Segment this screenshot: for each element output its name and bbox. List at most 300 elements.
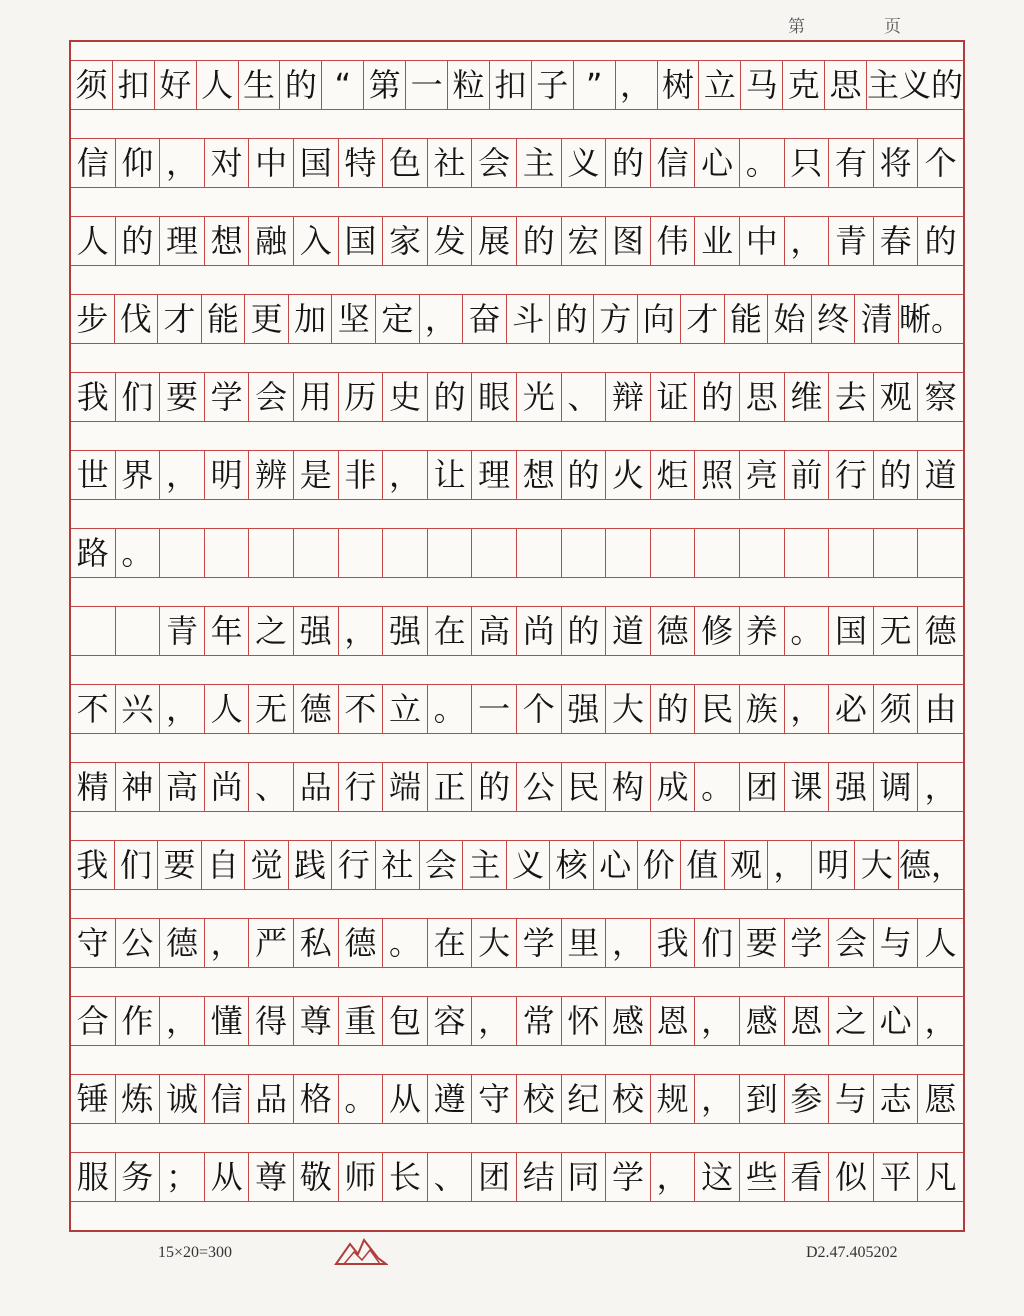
grid-cell: 年 [205,607,250,655]
grid-cell: 中 [249,139,294,187]
grid-cell: 向 [638,295,682,343]
grid-cell: ， [785,217,830,265]
grid-cell: 晰。 [898,300,963,338]
grid-cell [472,529,517,577]
grid-cell: 的 [606,139,651,187]
grid-cell: 尚 [205,763,250,811]
grid-cell: 的 [651,685,696,733]
grid-cell: 的 [562,451,607,499]
grid-cell: 与 [829,1075,874,1123]
grid-cell: 之 [249,607,294,655]
grid-cell: 成 [651,763,696,811]
grid-cell: 务 [116,1153,161,1201]
grid-cell: 社 [428,139,473,187]
grid-cell [874,529,919,577]
grid-cell: 尊 [294,997,339,1045]
grid-cell [918,529,963,577]
grid-cell: 人 [205,685,250,733]
grid-cell: 能 [202,295,246,343]
grid-cell: 步 [71,295,115,343]
grid-cell: 纪 [562,1075,607,1123]
grid-cell: 伐 [115,295,159,343]
text-line [71,138,963,188]
grid-cell: 前 [785,451,830,499]
grid-cell: 的 [874,451,919,499]
grid-cell: 在 [428,919,473,967]
grid-cell: 观 [874,373,919,421]
grid-cell: 克 [783,61,825,109]
grid-cell: 图 [606,217,651,265]
grid-cell: 更 [245,295,289,343]
grid-cell [160,529,205,577]
text-line [71,1074,963,1124]
grid-cell: 品 [249,1075,294,1123]
grid-cell: 火 [606,451,651,499]
grid-cell: 学 [517,919,562,967]
grid-cell: 子 [532,61,574,109]
grid-cell: 界 [116,451,161,499]
grid-cell: 仰 [116,139,161,187]
grid-cell: 想 [517,451,562,499]
grid-cell [606,529,651,577]
grid-cell: 眼 [472,373,517,421]
grid-cell: 格 [294,1075,339,1123]
grid-cell: 必 [829,685,874,733]
text-line [71,684,963,734]
grid-cell: 高 [472,607,517,655]
grid-cell: 德， [898,846,963,884]
grid-cell: 之 [829,997,874,1045]
grid-cell: 人 [71,217,116,265]
grid-cell: 伟 [651,217,696,265]
grid-cell: 生 [239,61,281,109]
grid-cell: 立 [699,61,741,109]
grid-paper-sheet [69,40,965,1232]
text-line [71,606,963,656]
grid-cell: 德 [924,612,957,650]
grid-cell: 包 [383,997,428,1045]
text-line [71,528,963,578]
grid-cell: 思 [825,61,867,109]
grid-cell: 立 [383,685,428,733]
grid-cell: 似 [829,1153,874,1201]
grid-cell: 公 [116,919,161,967]
grid-cell: 始 [768,295,812,343]
grid-cell: 诚 [160,1075,205,1123]
text-line [71,60,963,110]
grid-cell: 。 [695,763,740,811]
grid-cell: 无 [249,685,294,733]
grid-cell: 尚 [517,607,562,655]
grid-cell: 要 [160,373,205,421]
grid-cell: 我 [71,841,115,889]
grid-cell: 不 [339,685,384,733]
grid-cell: 春 [874,217,919,265]
grid-cell: 志 [874,1075,919,1123]
grid-cell: 会 [472,139,517,187]
grid-cell: 主义的 [866,66,963,104]
page-footer [0,1236,1024,1286]
grid-cell: 斗 [507,295,551,343]
grid-cell: 人 [924,924,957,962]
grid-cell: 结 [517,1153,562,1201]
grid-cell: 是 [294,451,339,499]
grid-cell: ， [339,607,384,655]
grid-cell: ， [472,997,517,1045]
grid-cell: 信 [651,139,696,187]
grid-cell: 平 [874,1153,919,1201]
grid-cell: ， [616,61,658,109]
grid-cell [651,529,696,577]
grid-cell: 观 [725,841,769,889]
grid-cell: 理 [472,451,517,499]
grid-cell: 要 [158,841,202,889]
grid-cell: 明 [812,841,856,889]
grid-cell: 炼 [116,1075,161,1123]
grid-cell: 国 [829,607,874,655]
grid-cell: ， [606,919,651,967]
text-line [71,996,963,1046]
grid-cell: 师 [339,1153,384,1201]
grid-cell: 用 [294,373,339,421]
grid-cell: 第 [364,61,406,109]
grid-cell: 自 [202,841,246,889]
grid-cell: 心 [594,841,638,889]
grid-cell: 、 [562,373,607,421]
grid-cell [695,529,740,577]
grid-cell: 宏 [562,217,607,265]
page-number-label-di: 第 [788,17,805,37]
grid-cell: ， [160,685,205,733]
grid-cell: 凡 [924,1158,957,1196]
grid-cell: 光 [517,373,562,421]
grid-cell: 看 [785,1153,830,1201]
grid-cell: ， [768,841,812,889]
grid-cell: 大 [472,919,517,967]
grid-cell: 强 [294,607,339,655]
grid-cell: ， [695,997,740,1045]
grid-cell: 融 [249,217,294,265]
grid-cell: 方 [594,295,638,343]
grid-cell: 去 [829,373,874,421]
grid-cell: 道 [924,456,957,494]
grid-cell: 团 [740,763,785,811]
grid-cell: 察 [924,378,957,416]
grid-cell [205,529,250,577]
grid-cell: 修 [695,607,740,655]
grid-cell [71,607,116,655]
grid-cell: 色 [383,139,428,187]
grid-cell: 扣 [490,61,532,109]
grid-cell [517,529,562,577]
grid-cell: 、 [249,763,294,811]
grid-cell: 世 [71,451,116,499]
grid-cell: 。 [339,1075,384,1123]
grid-cell: ” [574,61,616,109]
grid-cell: 养 [740,607,785,655]
grid-cell: 须 [874,685,919,733]
grid-cell: 从 [205,1153,250,1201]
grid-cell: 一 [472,685,517,733]
grid-cell: 的 [280,61,322,109]
grid-cell: 神 [116,763,161,811]
grid-cell: ， [420,295,464,343]
grid-cell: 无 [874,607,919,655]
grid-cell: 端 [383,763,428,811]
grid-cell: 觉 [245,841,289,889]
grid-cell: 须 [71,61,113,109]
grid-cell: 德 [651,607,696,655]
grid-cell: 学 [606,1153,651,1201]
grid-cell: 严 [249,919,294,967]
grid-cell: 一 [406,61,448,109]
text-line [71,840,963,890]
grid-cell: 遵 [428,1075,473,1123]
grid-cell [383,529,428,577]
grid-cell [562,529,607,577]
grid-cell: 的 [517,217,562,265]
grid-cell: 的 [116,217,161,265]
grid-cell: 能 [725,295,769,343]
grid-cell: 将 [874,139,919,187]
grid-cell: 思 [740,373,785,421]
grid-cell: 构 [606,763,651,811]
grid-cell: 马 [741,61,783,109]
grid-cell: 校 [517,1075,562,1123]
grid-cell: 德 [339,919,384,967]
grid-cell: 主 [517,139,562,187]
grid-cell: 感 [740,997,785,1045]
grid-cell: 个 [517,685,562,733]
grid-cell: 行 [332,841,376,889]
grid-cell: 人 [197,61,239,109]
grid-cell: 私 [294,919,339,967]
page-header [0,8,1024,38]
grid-cell: 学 [205,373,250,421]
grid-cell: 在 [428,607,473,655]
grid-cell: 义 [562,139,607,187]
grid-cell: 容 [428,997,473,1045]
grid-cell: 信 [71,139,116,187]
grid-cell: 只 [785,139,830,187]
grid-cell: 历 [339,373,384,421]
mountain-logo-icon [334,1236,388,1266]
grid-cell [249,529,294,577]
grid-cell: 主 [463,841,507,889]
grid-cell: 青 [160,607,205,655]
grid-cell [294,529,339,577]
grid-cell: 些 [740,1153,785,1201]
grid-cell: 兴 [116,685,161,733]
grid-cell: 不 [71,685,116,733]
grid-cell: 守 [71,919,116,967]
grid-cell: 粒 [448,61,490,109]
grid-cell: 我 [651,919,696,967]
grid-cell: ， [383,451,428,499]
grid-cell: 课 [785,763,830,811]
grid-cell: 发 [428,217,473,265]
grid-cell: 才 [681,295,725,343]
grid-cell: 的 [428,373,473,421]
grid-cell: 族 [740,685,785,733]
grid-cell: 坚 [332,295,376,343]
text-line [71,762,963,812]
grid-cell: 个 [924,144,957,182]
grid-cell: ， [160,997,205,1045]
grid-cell: 参 [785,1075,830,1123]
grid-cell: 青 [829,217,874,265]
grid-cell: 定 [376,295,420,343]
grid-cell: 合 [71,997,116,1045]
grid-cell: 才 [158,295,202,343]
grid-cell: 们 [695,919,740,967]
grid-cell: 会 [829,919,874,967]
grid-cell: “ [322,61,364,109]
grid-cell: 民 [562,763,607,811]
grid-cell: 明 [205,451,250,499]
grid-cell: 德 [294,685,339,733]
grid-cell [428,529,473,577]
grid-cell: 入 [294,217,339,265]
grid-cell: 强 [383,607,428,655]
grid-cell: 民 [695,685,740,733]
grid-cell: 感 [606,997,651,1045]
grid-cell: 怀 [562,997,607,1045]
grid-cell: 扣 [113,61,155,109]
grid-cell: 辨 [249,451,294,499]
grid-cell: 的 [562,607,607,655]
grid-cell [116,607,161,655]
grid-cell: 从 [383,1075,428,1123]
grid-cell: 们 [116,373,161,421]
grid-cell: 大 [855,841,899,889]
grid-cell: 。 [740,139,785,187]
grid-cell: 国 [339,217,384,265]
grid-cell: 社 [376,841,420,889]
grid-cell: 路 [71,529,116,577]
grid-cell: 证 [651,373,696,421]
grid-cell: 的 [550,295,594,343]
grid-cell [785,529,830,577]
grid-cell: 正 [428,763,473,811]
grid-cell: 维 [785,373,830,421]
grid-cell: 对 [205,139,250,187]
grid-cell: 。 [116,529,161,577]
grid-cell: 懂 [205,997,250,1045]
grid-cell: 作 [116,997,161,1045]
grid-cell: 信 [205,1075,250,1123]
grid-cell: 我 [71,373,116,421]
grid-cell: 高 [160,763,205,811]
grid-cell: 们 [115,841,159,889]
grid-cell: ， [695,1075,740,1123]
grid-cell: 到 [740,1075,785,1123]
grid-cell: 加 [289,295,333,343]
grid-cell: 炬 [651,451,696,499]
text-line [71,1152,963,1202]
grid-cell: 展 [472,217,517,265]
grid-cell: 奋 [463,295,507,343]
text-line [71,294,963,344]
grid-cell: ； [160,1153,205,1201]
grid-cell: 辩 [606,373,651,421]
grid-cell: 义 [507,841,551,889]
grid-cell: ， [651,1153,696,1201]
text-line [71,372,963,422]
grid-cell: 公 [517,763,562,811]
grid-cell: 强 [562,685,607,733]
grid-cell: 的 [924,222,957,260]
grid-cell [829,529,874,577]
grid-cell: 的 [472,763,517,811]
grid-cell: ， [924,1002,957,1040]
grid-cell: 照 [695,451,740,499]
grid-cell: 规 [651,1075,696,1123]
grid-cell: 。 [428,685,473,733]
grid-cell: 亮 [740,451,785,499]
grid-cell [740,529,785,577]
grid-cell: 敬 [294,1153,339,1201]
grid-cell: 。 [785,607,830,655]
grid-cell: 的 [695,373,740,421]
grid-cell: 常 [517,997,562,1045]
grid-cell: 强 [829,763,874,811]
grid-cell: ， [205,919,250,967]
grid-cell: 想 [205,217,250,265]
text-line [71,918,963,968]
grid-cell: 理 [160,217,205,265]
grid-cell: 行 [339,763,384,811]
grid-cell: 调 [874,763,919,811]
grid-cell: 学 [785,919,830,967]
grid-cell [339,529,384,577]
grid-cell: 同 [562,1153,607,1201]
grid-cell: 清 [855,295,899,343]
grid-cell: ， [785,685,830,733]
grid-cell: 史 [383,373,428,421]
grid-cell: 里 [562,919,607,967]
grid-cell: 服 [71,1153,116,1201]
text-line [71,216,963,266]
grid-cell: 行 [829,451,874,499]
grid-cell: 树 [658,61,700,109]
grid-cell: 让 [428,451,473,499]
grid-cell: 重 [339,997,384,1045]
grid-cell: 恩 [785,997,830,1045]
grid-cell: 道 [606,607,651,655]
grid-cell: 尊 [249,1153,294,1201]
grid-cell: 守 [472,1075,517,1123]
grid-cell: 中 [740,217,785,265]
grid-cell: 有 [829,139,874,187]
grid-cell: 业 [695,217,740,265]
grid-cell: 心 [874,997,919,1045]
grid-cell: 。 [383,919,428,967]
grid-cell: 大 [606,685,651,733]
grid-cell: 心 [695,139,740,187]
grid-cell: 会 [249,373,294,421]
grid-cell: 长 [383,1153,428,1201]
grid-cell: 愿 [924,1080,957,1118]
grid-cell: 价 [638,841,682,889]
grid-cell: 家 [383,217,428,265]
grid-cell: 会 [420,841,464,889]
grid-cell: 与 [874,919,919,967]
grid-cell: 由 [924,690,957,728]
grid-cell: 品 [294,763,339,811]
grid-cell: 校 [606,1075,651,1123]
paper-code-label: D2.47.405202 [806,1244,898,1261]
